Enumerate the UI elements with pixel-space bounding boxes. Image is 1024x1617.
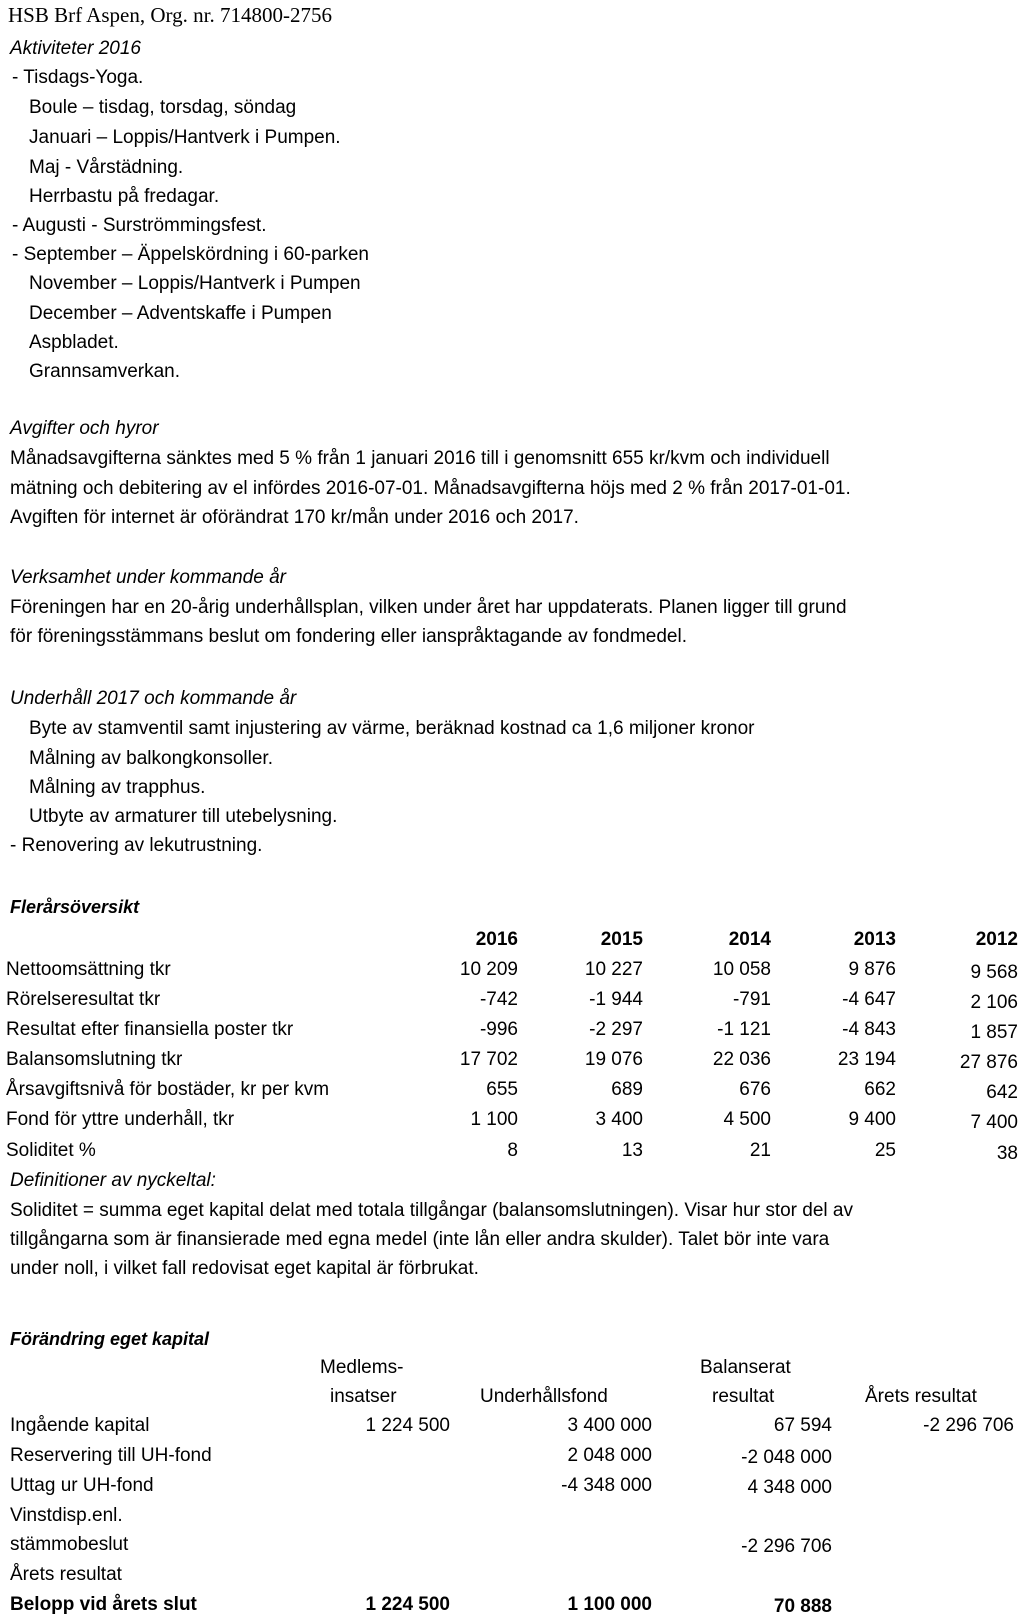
equity-col-header-line: Medlems- bbox=[320, 1357, 404, 1378]
list-item: Målning av balkongkonsoller. bbox=[29, 748, 273, 769]
table-cell: 655 bbox=[486, 1079, 518, 1100]
table-cell: -4 843 bbox=[842, 1019, 896, 1040]
table-cell: 10 227 bbox=[584, 959, 643, 980]
table-cell: 8 bbox=[507, 1140, 518, 1161]
table-row-label: Reservering till UH-fond bbox=[10, 1445, 212, 1466]
list-item: Januari – Loppis/Hantverk i Pumpen. bbox=[29, 127, 341, 148]
fees-text-line: Månadsavgifterna sänktes med 5 % från 1 januari 2016 till i genomsnitt 655 kr/kvm och individuell bbox=[10, 448, 830, 469]
table-cell: -996 bbox=[479, 1019, 518, 1040]
table-cell: 7 400 bbox=[970, 1112, 1018, 1133]
table-cell: 17 702 bbox=[459, 1049, 518, 1070]
list-item: Aspbladet. bbox=[29, 332, 119, 353]
table-cell: 4 500 bbox=[723, 1109, 771, 1130]
table-row-label: Soliditet % bbox=[6, 1140, 96, 1161]
table-row-label: Fond för yttre underhåll, tkr bbox=[6, 1109, 235, 1130]
table-cell: -2 297 bbox=[589, 1019, 643, 1040]
table-cell: 19 076 bbox=[584, 1049, 643, 1070]
list-item: December – Adventskaffe i Pumpen bbox=[29, 303, 332, 324]
table-cell: 27 876 bbox=[959, 1052, 1018, 1073]
table-row-label: Nettoomsättning tkr bbox=[6, 959, 171, 980]
list-item: Utbyte av armaturer till utebelysning. bbox=[29, 806, 338, 827]
operations-text-line: Föreningen har en 20-årig underhållsplan, vilken under året har uppdaterats. Planen ligger till grund bbox=[10, 597, 847, 618]
list-item: - Augusti - Surströmmingsfest. bbox=[12, 215, 267, 236]
table-cell: -2 296 706 bbox=[923, 1415, 1014, 1436]
table-row-label: Rörelseresultat tkr bbox=[6, 989, 161, 1010]
list-item: Maj - Vårstädning. bbox=[29, 157, 184, 178]
operations-heading: Verksamhet under kommande år bbox=[10, 567, 286, 588]
table-cell: 662 bbox=[864, 1079, 896, 1100]
list-item: Målning av trapphus. bbox=[29, 777, 206, 798]
year-header: 2012 bbox=[975, 929, 1018, 950]
table-cell: 689 bbox=[611, 1079, 643, 1100]
table-row-label: Årsavgiftsnivå för bostäder, kr per kvm bbox=[6, 1079, 330, 1100]
year-header: 2015 bbox=[600, 929, 643, 950]
table-row-label: stämmobeslut bbox=[10, 1534, 129, 1555]
table-cell: -4 647 bbox=[842, 989, 896, 1010]
equity-col-header-line: insatser bbox=[330, 1386, 397, 1407]
equity-col-header: Årets resultat bbox=[865, 1386, 977, 1407]
year-header: 2013 bbox=[853, 929, 896, 950]
table-cell: 9 568 bbox=[970, 962, 1018, 983]
table-row-label: Resultat efter finansiella poster tkr bbox=[6, 1019, 294, 1040]
definitions-text-line: Soliditet = summa eget kapital delat med totala tillgångar (balansomslutningen). Visar hur stor del av bbox=[10, 1200, 853, 1221]
operations-text-line: för föreningsstämmans beslut om fondering eller ianspråktagande av fondmedel. bbox=[10, 626, 687, 647]
table-cell: -2 296 706 bbox=[741, 1536, 832, 1557]
table-row-label: Ingående kapital bbox=[10, 1415, 150, 1436]
equity-heading: Förändring eget kapital bbox=[10, 1329, 210, 1349]
list-item: - September – Äppelskördning i 60-parken bbox=[12, 244, 369, 265]
table-cell: -742 bbox=[479, 989, 518, 1010]
fees-text-line: mätning och debitering av el infördes 2016-07-01. Månadsavgifterna höjs med 2 % från 2017-01-01. bbox=[10, 478, 851, 499]
table-cell: 2 048 000 bbox=[567, 1445, 652, 1466]
table-row-label: Årets resultat bbox=[10, 1564, 122, 1585]
table-cell: 1 100 000 bbox=[567, 1594, 652, 1615]
table-cell: 9 400 bbox=[848, 1109, 896, 1130]
list-item: November – Loppis/Hantverk i Pumpen bbox=[29, 273, 361, 294]
year-header: 2014 bbox=[728, 929, 771, 950]
table-cell: 1 224 500 bbox=[365, 1594, 450, 1615]
table-cell: 67 594 bbox=[773, 1415, 832, 1436]
list-item: Grannsamverkan. bbox=[29, 361, 181, 382]
maintenance-heading: Underhåll 2017 och kommande år bbox=[10, 688, 297, 709]
table-cell: 9 876 bbox=[848, 959, 896, 980]
table-cell: 4 348 000 bbox=[747, 1477, 832, 1498]
table-row-label: Uttag ur UH-fond bbox=[10, 1475, 154, 1496]
table-cell: 10 058 bbox=[712, 959, 771, 980]
list-item: Herrbastu på fredagar. bbox=[29, 186, 220, 207]
fees-text-line: Avgiften för internet är oförändrat 170 kr/mån under 2016 och 2017. bbox=[10, 507, 579, 528]
table-cell: -2 048 000 bbox=[741, 1447, 832, 1468]
list-item: Boule – tisdag, torsdag, söndag bbox=[29, 97, 297, 118]
definitions-text-line: tillgångarna som är finansierade med egna medel (inte lån eller andra skulder). Talet bör inte vara bbox=[10, 1229, 830, 1250]
table-cell: 13 bbox=[621, 1140, 643, 1161]
table-cell: 1 100 bbox=[470, 1109, 518, 1130]
definitions-heading: Definitioner av nyckeltal: bbox=[10, 1170, 216, 1191]
table-row-label: Vinstdisp.enl. bbox=[10, 1505, 123, 1526]
table-cell: 25 bbox=[874, 1140, 896, 1161]
table-cell: 3 400 000 bbox=[567, 1415, 652, 1436]
multiyear-heading: Flerårsöversikt bbox=[10, 897, 140, 917]
table-cell: -1 121 bbox=[717, 1019, 771, 1040]
list-item: Byte av stamventil samt injustering av värme, beräknad kostnad ca 1,6 miljoner kronor bbox=[29, 718, 755, 739]
equity-col-header-line: Balanserat bbox=[700, 1357, 791, 1378]
table-cell: 38 bbox=[996, 1143, 1018, 1164]
definitions-text-line: under noll, i vilket fall redovisat eget kapital är förbrukat. bbox=[10, 1258, 479, 1279]
table-cell: 3 400 bbox=[595, 1109, 643, 1130]
list-item: - Renovering av lekutrustning. bbox=[10, 835, 263, 856]
table-cell: 2 106 bbox=[970, 992, 1018, 1013]
table-cell: 21 bbox=[749, 1140, 771, 1161]
table-row-label: Belopp vid årets slut bbox=[10, 1594, 197, 1615]
activities-heading: Aktiviteter 2016 bbox=[10, 38, 141, 59]
table-cell: 676 bbox=[739, 1079, 771, 1100]
table-cell: -791 bbox=[732, 989, 771, 1010]
table-cell: -1 944 bbox=[589, 989, 643, 1010]
table-row-label: Balansomslutning tkr bbox=[6, 1049, 183, 1070]
table-cell: 1 224 500 bbox=[365, 1415, 450, 1436]
table-cell: 22 036 bbox=[712, 1049, 771, 1070]
table-cell: 1 857 bbox=[970, 1022, 1018, 1043]
equity-col-header-line: resultat bbox=[712, 1386, 775, 1407]
table-cell: 10 209 bbox=[459, 959, 518, 980]
fees-heading: Avgifter och hyror bbox=[10, 418, 159, 439]
table-cell: -4 348 000 bbox=[561, 1475, 652, 1496]
table-cell: 70 888 bbox=[773, 1596, 832, 1617]
year-header: 2016 bbox=[475, 929, 518, 950]
table-cell: 642 bbox=[986, 1082, 1018, 1103]
document-header: HSB Brf Aspen, Org. nr. 714800-2756 bbox=[8, 3, 332, 27]
table-cell: 23 194 bbox=[837, 1049, 896, 1070]
list-item: - Tisdags-Yoga. bbox=[12, 67, 144, 88]
equity-col-header: Underhållsfond bbox=[480, 1386, 608, 1407]
